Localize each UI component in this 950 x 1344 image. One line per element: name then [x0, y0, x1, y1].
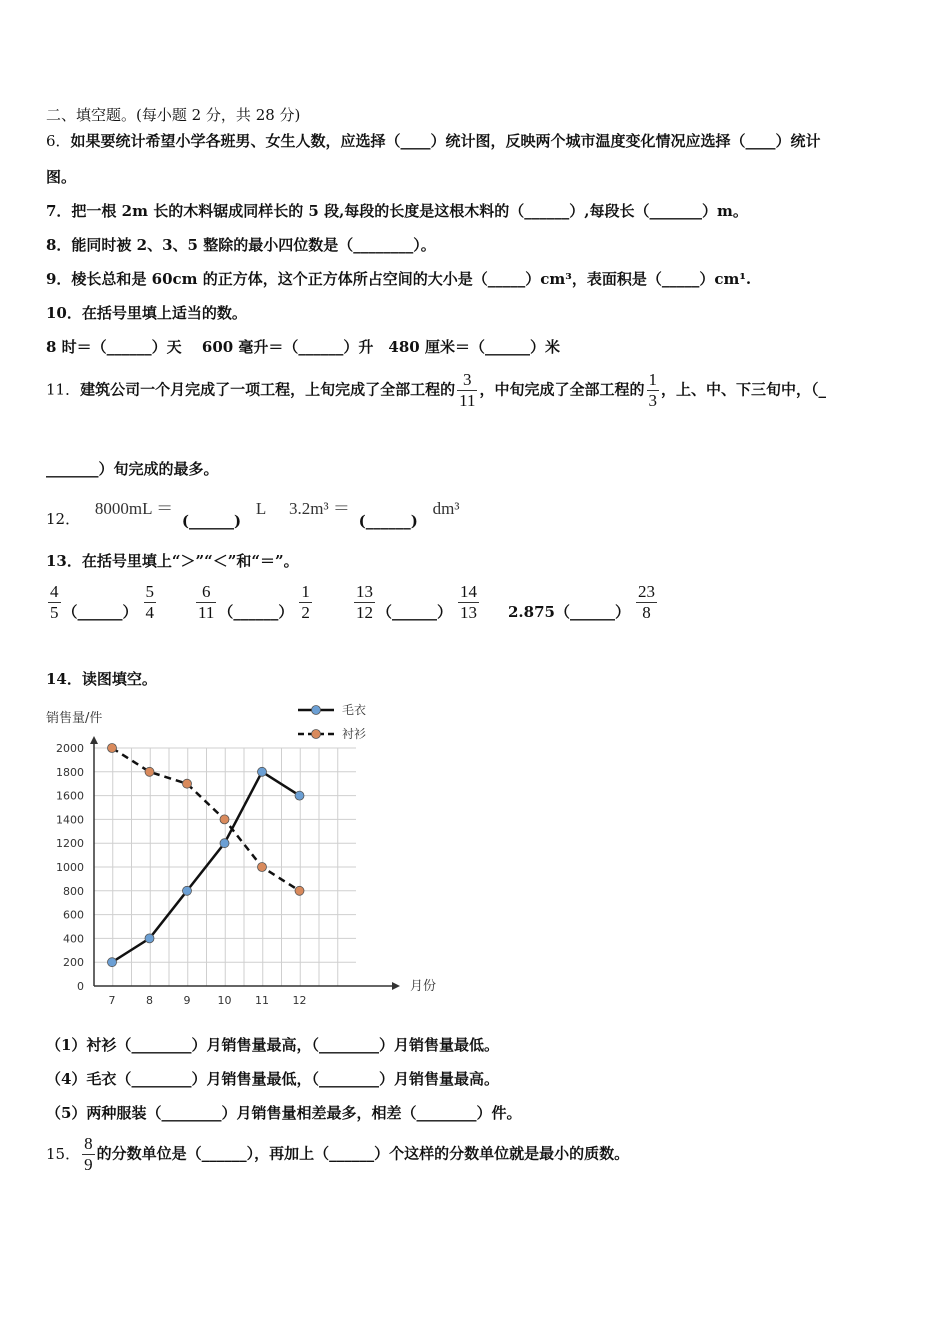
q12-unit1: L: [255, 499, 267, 518]
question-11-text-a: 建筑公司一个月完成了一项工程，上旬完成了全部工程的: [80, 380, 456, 399]
q12-expr2: 3.2m³ ＝: [289, 499, 350, 518]
x-axis-arrow: [392, 982, 400, 990]
x-tick-label: 11: [255, 994, 269, 1007]
q13-item-2: $\frac{6}{11}$ （______） $\frac{1}{2}$: [198, 582, 310, 622]
legend-marker: [312, 730, 321, 739]
y-axis-arrow: [90, 736, 98, 744]
data-point: [145, 767, 154, 776]
x-tick-label: 9: [183, 994, 191, 1007]
q12-blank2: (______): [358, 512, 418, 530]
fraction-8-9: $\frac{8}{9}$: [84, 1134, 93, 1174]
data-point: [295, 886, 304, 895]
y-tick-label: 1400: [56, 813, 84, 827]
question-14-sub5: （5）两种服装（________）月销售量相差最多，相差（________）件。: [46, 1104, 522, 1122]
question-11: [46, 370, 826, 411]
question-14-sub1: （1）衬衫（________）月销售量最高，（________）月销售量最低。: [46, 1036, 499, 1054]
question-6-text: 如果要统计希望小学各班男、女生人数，应选择（____）统计图，反映两个城市温度变化情况应选择（____）统计: [70, 132, 821, 150]
section-title: 二、填空题。(每小题 2 分，共 28 分): [46, 106, 301, 124]
question-11-text-b: ，中旬完成了全部工程的: [479, 380, 645, 399]
y-tick-label: 400: [63, 932, 84, 946]
question-6-text-cont: 图。: [46, 168, 77, 186]
data-point: [220, 815, 229, 824]
question-8: 8．能同时被 2、3、5 整除的最小四位数是（________）。: [46, 236, 436, 254]
x-axis-label: 月份: [410, 979, 437, 994]
data-point: [258, 767, 267, 776]
q13-item-3: $\frac{13}{12}$ （______） $\frac{14}{13}$: [356, 582, 478, 622]
question-7: 7．把一根 2m 长的木料锯成同样长的 5 段,每段的长度是这根木料的（______）,每段长（_______）m。: [46, 202, 748, 220]
x-tick-label: 12: [292, 994, 307, 1007]
question-11-text-c: ，上、中、下三旬中，（_: [661, 380, 827, 399]
q12-unit2: dm³: [432, 499, 460, 518]
question-14-title: 14．读图填空。: [46, 670, 157, 688]
x-tick-label: 7: [108, 994, 116, 1007]
data-point: [183, 886, 192, 895]
question-6-number: 6．: [46, 132, 71, 150]
y-tick-label: 0: [77, 980, 84, 993]
question-6: [46, 130, 821, 151]
x-tick-label: 8: [146, 994, 153, 1007]
sales-line-chart: [40, 696, 437, 1016]
y-tick-label: 1200: [56, 837, 84, 851]
y-tick-label: 1800: [56, 765, 84, 779]
question-12-number: 12．: [46, 510, 81, 528]
y-tick-label: 1600: [56, 789, 84, 803]
y-tick-label: 800: [63, 884, 84, 898]
question-13-title: 13．在括号里填上“＞”“＜”和“＝”。: [46, 552, 299, 570]
fraction-3-11: $\frac{3}{11}$: [459, 370, 476, 410]
legend-marker: [312, 706, 321, 715]
question-11-text-d: _______）旬完成的最多。: [46, 460, 219, 478]
data-point: [295, 791, 304, 800]
y-tick-label: 1000: [56, 861, 84, 874]
question-9: 9．棱长总和是 60cm 的正方体，这个正方体所占空间的大小是（_____）cm³，表面积是（_____）cm¹.: [46, 270, 752, 288]
question-11-number: 11．: [46, 380, 81, 399]
data-point: [183, 779, 192, 788]
question-15-text: 的分数单位是（______），再加上（______）个这样的分数单位就是最小的质数。: [96, 1144, 630, 1163]
question-15: [46, 1134, 629, 1175]
question-14-sub4: （4）毛衣（________）月销售量最低，（________）月销售量最高。: [46, 1070, 499, 1088]
y-axis-label: 销售量/件: [46, 711, 103, 726]
data-point: [145, 934, 154, 943]
y-tick-label: 200: [63, 956, 84, 970]
data-point: [108, 958, 117, 967]
q12-blank1: (______): [181, 512, 242, 530]
x-tick-label: 10: [217, 994, 232, 1007]
question-15-number: 15．: [46, 1144, 81, 1163]
q13-item-4: 2.875（______） $\frac{23}{8}$: [508, 582, 655, 622]
y-tick-label: 2000: [56, 742, 84, 755]
data-point: [258, 863, 267, 872]
q13-item-1: $\frac{4}{5}$ （______） $\frac{5}{4}$: [50, 582, 155, 622]
legend-label: 毛衣: [342, 703, 367, 717]
question-12: [46, 494, 460, 530]
question-10-title: 10．在括号里填上适当的数。: [46, 304, 247, 322]
data-point: [108, 744, 117, 753]
fraction-1-3: $\frac{1}{3}$: [648, 370, 657, 410]
question-10-line: 8 时＝（______）天 600 毫升＝（______）升 480 厘米＝（______）米: [46, 338, 560, 356]
legend-label: 衬衫: [342, 727, 367, 741]
data-point: [220, 839, 229, 848]
y-tick-label: 600: [63, 908, 84, 922]
q12-expr1: 8000mL ＝: [94, 499, 174, 518]
